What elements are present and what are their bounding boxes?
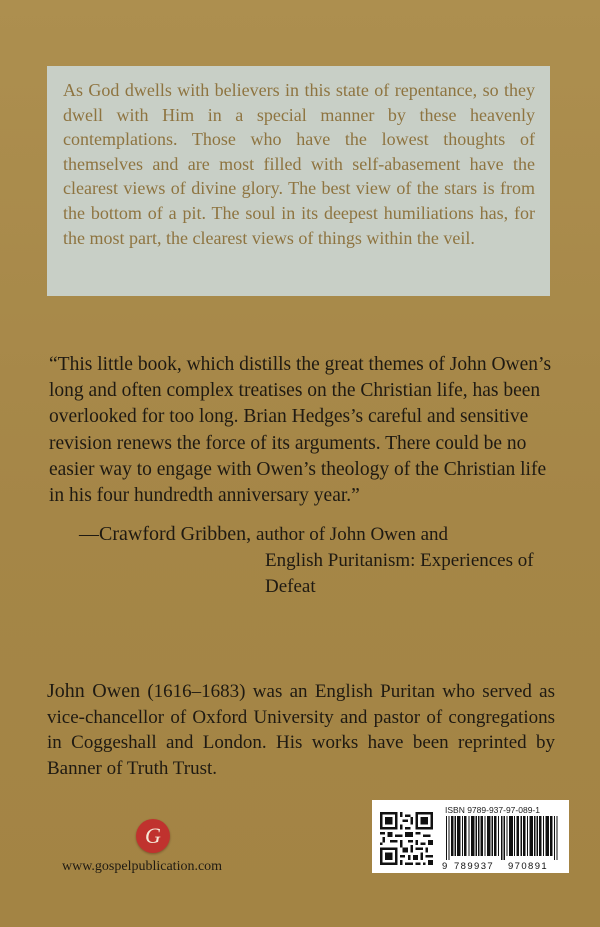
barcode-panel <box>372 800 569 873</box>
publisher-url: www.gospelpublication.com <box>62 859 223 874</box>
endorser-name: —Crawford Gribben, <box>79 523 252 546</box>
endorser-role: author of John Owen and <box>255 524 449 546</box>
qr-code-icon <box>380 812 433 865</box>
publisher-logo-letter: G <box>145 823 161 848</box>
excerpt-text: As God dwells with believers in this state of repentance, so they dwell with Him in a special manner by these heavenly contemplations. Those who have the lowest thoughts of themselves and are most filled with self-abasement have the clearest views of divine glory. The best view of the stars is from the bottom of a pit. The soul in its deepest humiliations has, for the most part, the clearest views of things within the veil. <box>63 80 535 248</box>
endorsement-attribution <box>49 521 557 600</box>
barcode-digits-left: 789937 <box>454 861 495 872</box>
author-bio <box>47 679 555 781</box>
publisher-logo <box>136 819 170 853</box>
endorsement <box>49 352 557 600</box>
barcode-digit-first: 9 <box>442 861 448 872</box>
barcode-icon <box>444 816 562 860</box>
endorser-work-title: English Puritanism: Experiences of Defeat <box>265 550 534 598</box>
author-bio-name: John Owen <box>47 680 141 702</box>
endorsement-quote: “This little book, which distills the great themes of John Owen’s long and often complex treatises on the Christian life, has been overlooked for too long. Brian Hedges’s careful and sensitive revision renews the force of its arguments. There could be no easier way to engage with Owen’s theology of the Christian life in his four hundredth anniversary year.” <box>49 354 552 507</box>
author-bio-text: (1616–1683) was an English Puritan who served as vice-chancellor of Oxford University and pastor of congregations in Coggeshall and London. His works have been reprinted by Banner of Truth Trust. <box>47 681 556 779</box>
excerpt-box <box>47 66 550 296</box>
isbn-text: ISBN 9789-937-97-089-1 <box>445 805 540 815</box>
barcode-digits-right: 970891 <box>508 861 549 872</box>
